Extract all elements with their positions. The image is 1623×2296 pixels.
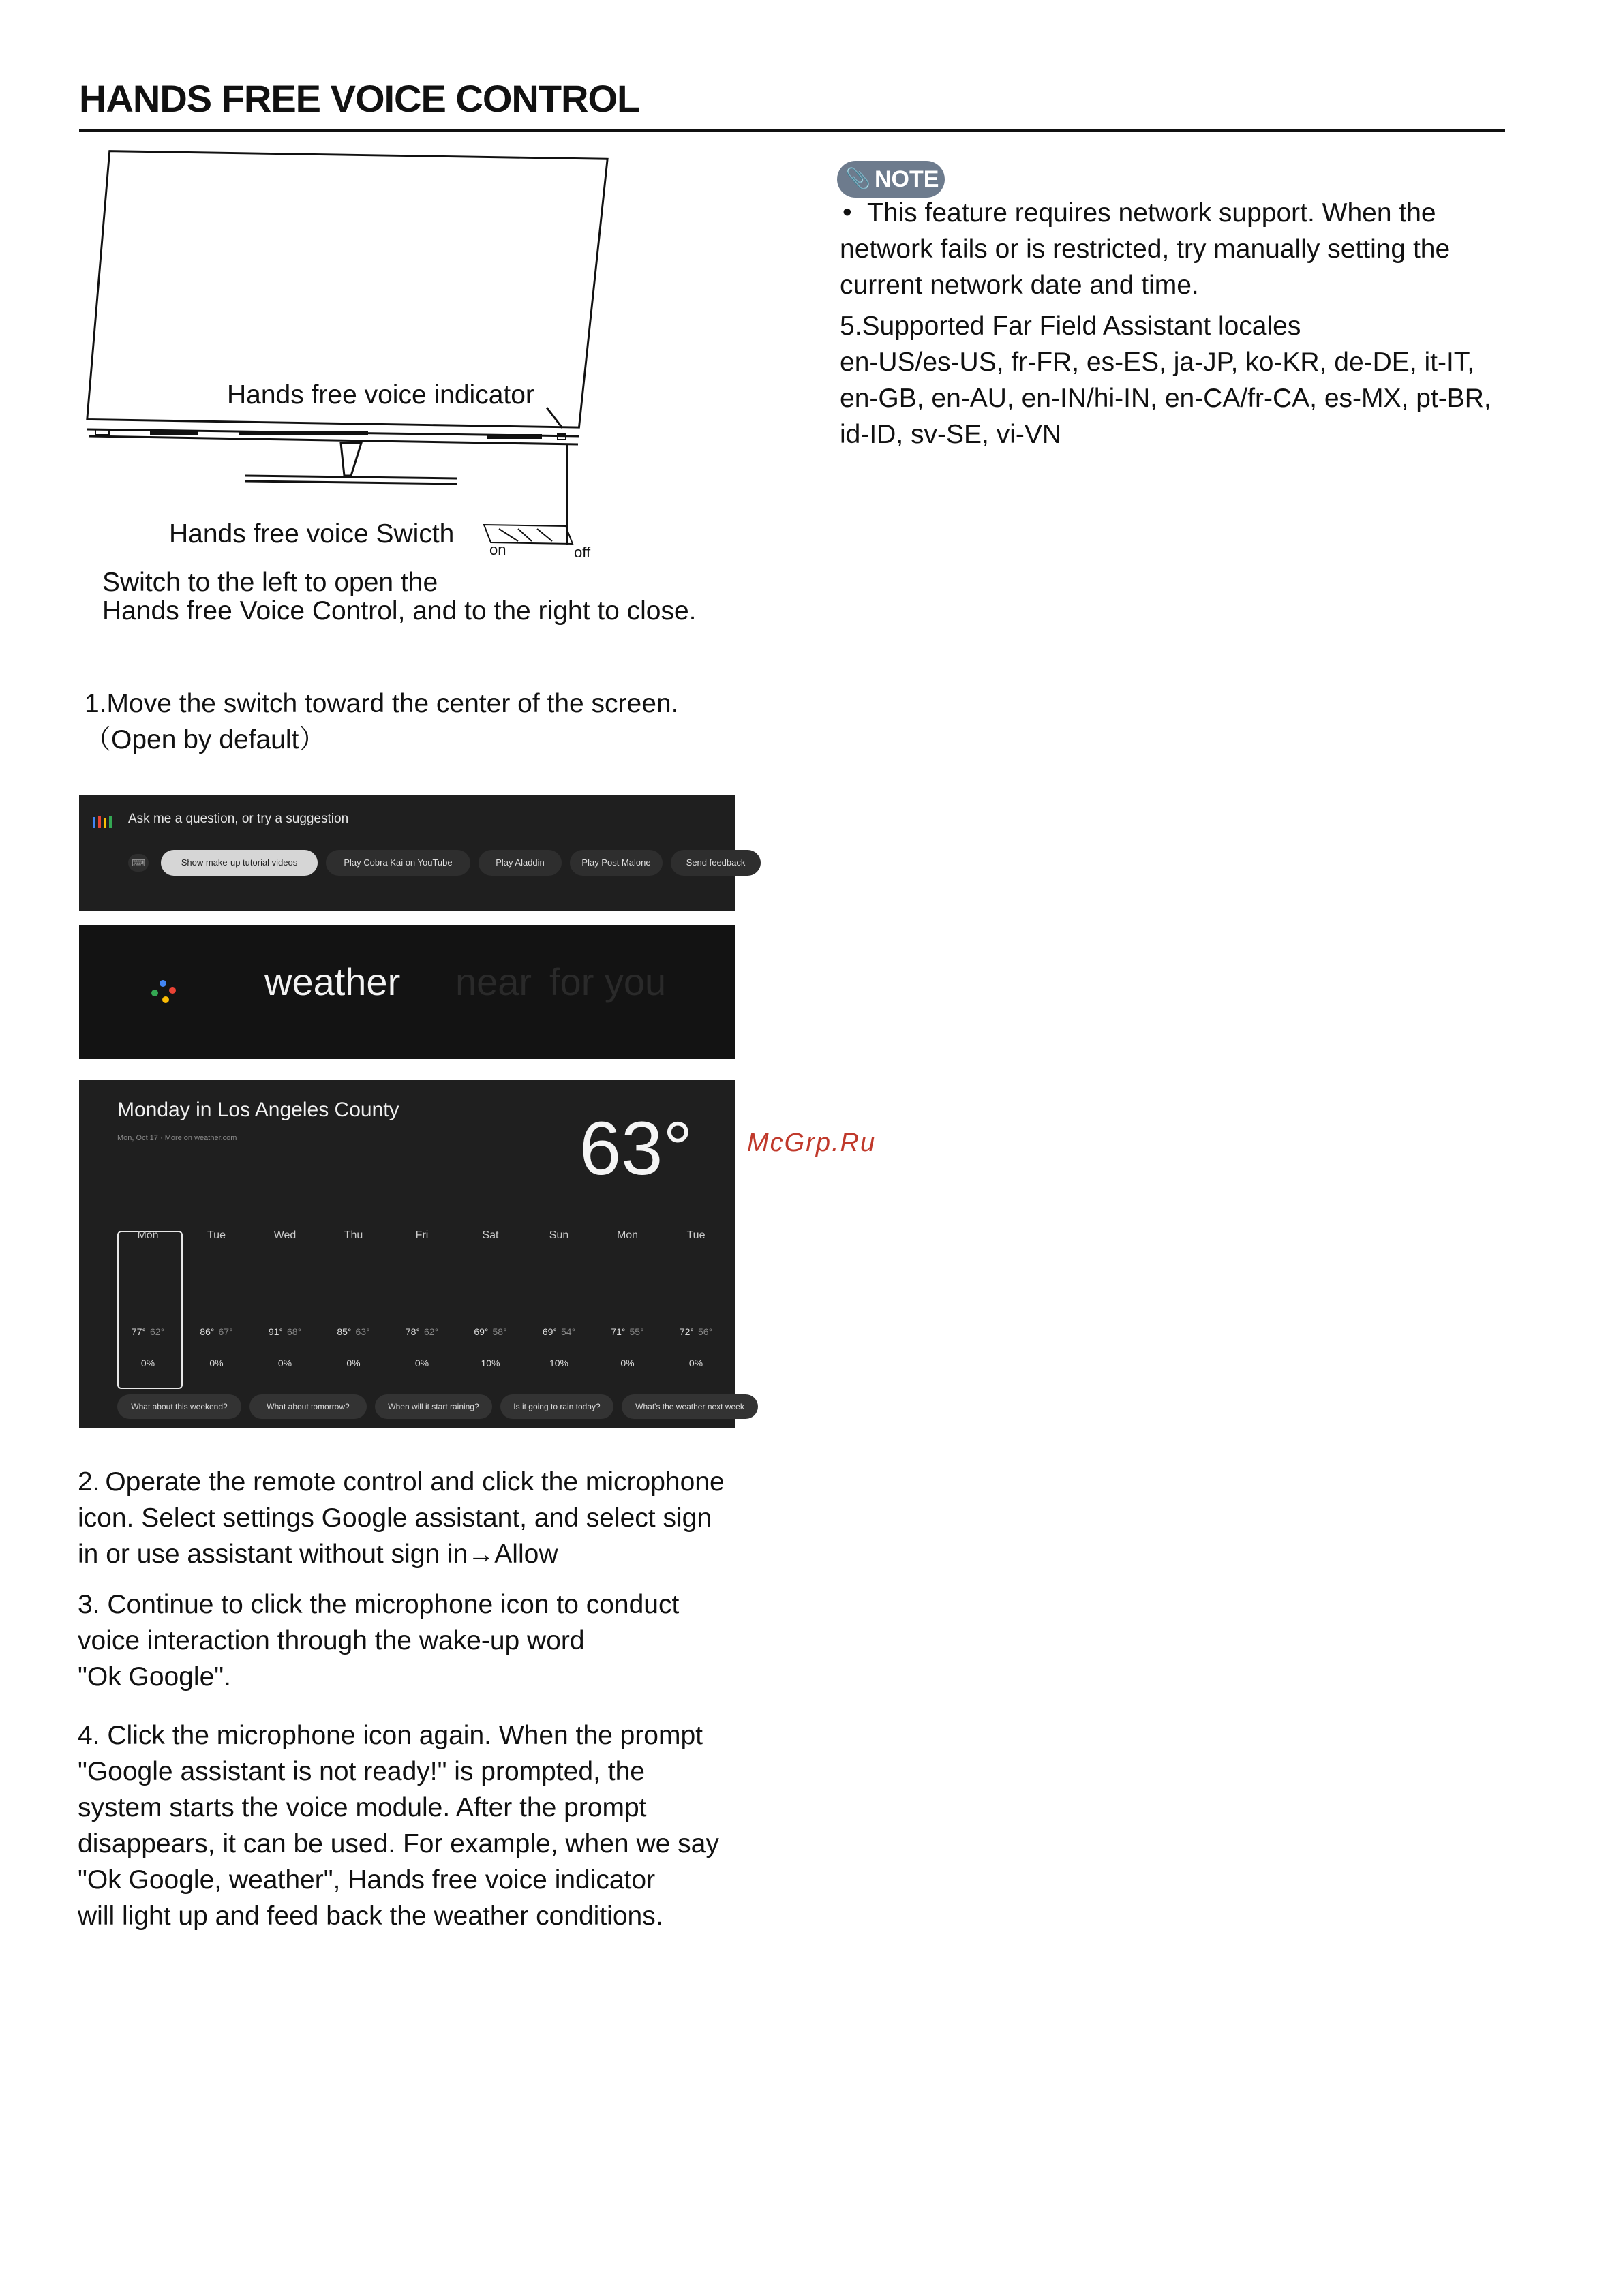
forecast-low: 62° bbox=[150, 1326, 165, 1337]
forecast-high: 77° bbox=[131, 1326, 146, 1337]
forecast-high: 72° bbox=[679, 1326, 694, 1337]
forecast-temps bbox=[590, 1326, 665, 1337]
forecast-low: 56° bbox=[698, 1326, 713, 1337]
forecast-high: 91° bbox=[268, 1326, 283, 1337]
forecast-rain: 0% bbox=[209, 1358, 224, 1368]
step-4-text: 4. Click the microphone icon again. When the prompt "Google assistant is not ready!" is prompted, the system starts the voice module. After the prompt disappears, it can be used. For example, when we say "Ok Google, weather", Hands free voice indicator will light up and feed back the weather conditions. bbox=[78, 1721, 719, 1931]
forecast-temps bbox=[247, 1326, 322, 1337]
forecast-low: 58° bbox=[492, 1326, 507, 1337]
note-bullet: • bbox=[843, 198, 852, 227]
forecast-rain: 0% bbox=[688, 1358, 703, 1368]
locales-list: en-US/es-US, fr-FR, es-ES, ja-JP, ko-KR, de-DE, it-IT, en-GB, en-AU, en-IN/hi-IN, en-CA/fr-CA, es-MX, pt-BR, id-ID, sv-SE, vi-VN bbox=[840, 348, 1491, 449]
watermark: McGrp.Ru bbox=[747, 1129, 877, 1157]
forecast-rain: 0% bbox=[346, 1358, 361, 1368]
forecast-low: 67° bbox=[218, 1326, 233, 1337]
voice-query-faded: near bbox=[455, 960, 532, 1003]
forecast-low: 63° bbox=[355, 1326, 370, 1337]
forecast-high: 86° bbox=[200, 1326, 215, 1337]
page-title: HANDS FREE VOICE CONTROL bbox=[79, 77, 640, 120]
question-chip[interactable]: What about this weekend? bbox=[117, 1394, 241, 1419]
indicator-label: Hands free voice indicator bbox=[227, 380, 534, 410]
switch-caption: Switch to the left to open the Hands free Voice Control, and to the right to close. bbox=[102, 568, 697, 626]
note-badge-label: NOTE bbox=[875, 166, 939, 192]
forecast-day[interactable]: Sat bbox=[482, 1229, 499, 1241]
weather-subline: Mon, Oct 17 · More on weather.com bbox=[117, 1134, 237, 1142]
weather-heading: Monday in Los Angeles County bbox=[117, 1099, 399, 1121]
voice-query-faded-2: for you bbox=[549, 960, 667, 1003]
forecast-day[interactable]: Sun bbox=[549, 1229, 569, 1241]
switch-on-label: on bbox=[489, 541, 506, 558]
step-1-text: 1.Move the switch toward the center of the screen. （Open by default） bbox=[85, 689, 679, 754]
forecast-rain: 0% bbox=[140, 1358, 155, 1368]
current-temp: 63° bbox=[579, 1107, 693, 1191]
suggestion-chip[interactable]: Play Cobra Kai on YouTube bbox=[326, 850, 470, 876]
suggestion-chip[interactable]: Send feedback bbox=[671, 850, 761, 876]
step-2-text: 2. Operate the remote control and click the microphone icon. Select settings Google assistant, and select sign in or use assistant without sign in→Allow bbox=[78, 1467, 725, 1569]
forecast-low: 68° bbox=[287, 1326, 302, 1337]
forecast-temps bbox=[179, 1326, 254, 1337]
tv-outline-icon bbox=[87, 151, 607, 545]
paperclip-icon: 📎 bbox=[845, 168, 871, 190]
note-badge bbox=[837, 161, 945, 198]
forecast-temps bbox=[521, 1326, 596, 1337]
forecast-high: 69° bbox=[542, 1326, 557, 1337]
question-chip[interactable]: Is it going to rain today? bbox=[500, 1394, 613, 1419]
forecast-day[interactable]: Mon bbox=[616, 1229, 639, 1241]
suggestion-chip[interactable]: Play Aladdin bbox=[479, 850, 562, 876]
forecast-high: 71° bbox=[611, 1326, 626, 1337]
question-chip[interactable]: What about tomorrow? bbox=[249, 1394, 367, 1419]
forecast-day[interactable]: Fri bbox=[415, 1229, 429, 1241]
title-rule bbox=[79, 129, 1505, 132]
voice-query-panel bbox=[79, 925, 735, 1059]
tv-diagram bbox=[82, 143, 613, 566]
forecast-day[interactable]: Wed bbox=[273, 1229, 297, 1241]
forecast-temps bbox=[658, 1326, 733, 1337]
forecast-low: 55° bbox=[629, 1326, 644, 1337]
forecast-rain: 10% bbox=[549, 1358, 569, 1368]
locales-title: 5.Supported Far Field Assistant locales bbox=[840, 311, 1301, 341]
forecast-temps bbox=[316, 1326, 391, 1337]
weather-panel bbox=[79, 1080, 744, 1428]
forecast-day[interactable]: Tue bbox=[207, 1229, 226, 1241]
forecast-day[interactable]: Tue bbox=[686, 1229, 706, 1241]
voice-query-text: weather bbox=[264, 960, 401, 1003]
suggestion-chip[interactable]: Play Post Malone bbox=[570, 850, 663, 876]
forecast-temps bbox=[453, 1326, 528, 1337]
keyboard-icon[interactable]: ⌨ bbox=[128, 854, 149, 872]
forecast-high: 78° bbox=[405, 1326, 420, 1337]
forecast-low: 54° bbox=[561, 1326, 576, 1337]
forecast-high: 85° bbox=[337, 1326, 352, 1337]
assistant-dots-icon bbox=[149, 973, 189, 1014]
forecast-rain: 0% bbox=[414, 1358, 429, 1368]
switch-off-label: off bbox=[574, 544, 591, 561]
forecast-temps bbox=[384, 1326, 459, 1337]
forecast-rain: 0% bbox=[277, 1358, 292, 1368]
forecast-day[interactable]: Thu bbox=[344, 1229, 363, 1241]
forecast-low: 62° bbox=[424, 1326, 439, 1337]
question-chip[interactable]: What's the weather next week bbox=[622, 1394, 758, 1419]
assistant-bar bbox=[79, 795, 746, 911]
note-text: This feature requires network support. When the network fails or is restricted, try manually setting the current network date and time. bbox=[840, 198, 1451, 300]
assistant-prompt: Ask me a question, or try a suggestion bbox=[128, 812, 349, 826]
assistant-bars-icon bbox=[93, 816, 113, 828]
forecast-rain: 0% bbox=[620, 1358, 635, 1368]
step-3-text: 3. Continue to click the microphone icon to conduct voice interaction through the wake-up word "Ok Google". bbox=[78, 1590, 680, 1692]
forecast-high: 69° bbox=[474, 1326, 489, 1337]
switch-label: Hands free voice Swicth bbox=[169, 519, 455, 549]
question-chip[interactable]: When will it start raining? bbox=[375, 1394, 492, 1419]
suggestion-chip[interactable]: Show make-up tutorial videos bbox=[161, 850, 318, 876]
forecast-temps bbox=[110, 1326, 185, 1337]
forecast-day[interactable]: Mon bbox=[137, 1229, 159, 1241]
forecast-rain: 10% bbox=[481, 1358, 500, 1368]
